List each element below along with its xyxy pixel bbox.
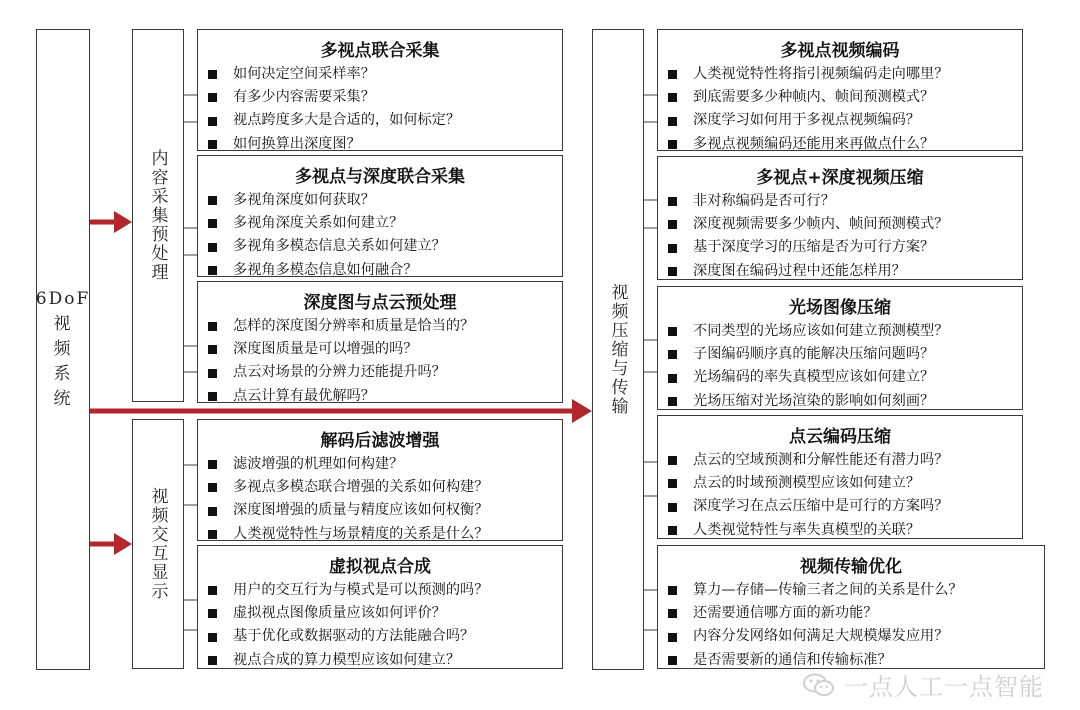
system-label: 6DoF 视 频 系 统 [35,289,91,409]
panel-item-text: 多视角深度如何获取？ [233,192,375,208]
wechat-icon [802,672,836,698]
panel-title: 多视点+深度视频压缩 [756,168,924,188]
panel-item-text: 到底需要多少种帧内、帧间预测模式？ [693,89,935,106]
panel-item-text: 点云对场景的分辨力还能提升吗？ [233,364,446,381]
panel-item-text: 点云的空域预测和分解性能还有潜力吗？ [693,452,949,468]
panel-item-text: 光场压缩对光场渲染的影响如何刻画？ [693,392,935,409]
panel-item-text: 深度学习如何用于多视点视频编码？ [693,112,921,129]
watermark-text: 一点人工一点智能 [844,673,1044,701]
panel-item-text: 深度学习在点云压缩中是可行的方案吗？ [693,498,949,515]
group-label-interaction-text: 视频交互显示 [147,487,168,601]
panel-item-text: 用户的交互行为与模式是可以预测的吗？ [233,582,489,598]
panel-item-text: 怎样的深度图分辨率和质量是恰当的？ [233,318,475,334]
arrow-head [114,211,132,233]
panel-item-text: 算力—存储—传输三者之间的关系是什么？ [693,582,963,598]
panel-item-text: 多视点多模态联合增强的关系如何构建？ [233,479,489,496]
panel-title: 多视点视频编码 [780,41,900,61]
connector-bracket [184,95,197,630]
panel-item-text: 还需要通信哪方面的新功能？ [693,605,878,622]
watermark [802,667,1044,702]
panel-item-text: 多视角多模态信息如何融合？ [233,261,418,278]
panel-title: 解码后滤波增强 [320,431,440,451]
panel-item-text: 人类视觉特性与场景精度的关系是什么？ [233,525,489,542]
panel-item-text: 如何换算出深度图？ [233,135,361,152]
group-label-preprocess-text: 内容采集预处理 [147,149,168,282]
connector-bracket [644,95,657,630]
panel-item-text: 视点合成的算力模型应该如何建立？ [233,651,461,668]
panel-title: 虚拟视点合成 [329,557,431,577]
panel-item-text: 人类视觉特性与率失真模型的关联？ [693,521,921,538]
panel-title: 多视点与深度联合采集 [295,167,465,187]
panel-item-text: 光场编码的率失真模型应该如何建立？ [693,369,935,386]
panel-item-text: 是否需要新的通信和传输标准？ [693,651,892,668]
panel-item-text: 深度图增强的质量与精度应该如何权衡？ [233,502,489,519]
panel-item-text: 基于深度学习的压缩是否为可行方案？ [693,239,935,256]
panel-item-text: 虚拟视点图像质量应该如何评价？ [233,605,446,622]
arrow-head [114,533,132,555]
panel-title: 多视点联合采集 [320,41,440,61]
panel-item-text: 不同类型的光场应该如何建立预测模型？ [693,323,949,339]
panel-item-text: 基于优化或数据驱动的方法能融合吗？ [233,628,475,645]
group-label-compression-text: 视频压缩与传输 [607,283,628,416]
panel-item-text: 多视角深度关系如何建立？ [233,215,404,232]
panel-item-text: 深度视频需要多少帧内、帧间预测模式？ [693,216,949,233]
panel-item-text: 子图编码顺序真的能解决压缩问题吗？ [693,346,935,363]
arrow-head [572,399,592,423]
panel-item-text: 有多少内容需要采集？ [233,89,375,106]
panel-item-text: 多视点视频编码还能用来再做点什么？ [693,135,935,152]
panel-item-text: 多视角多模态信息关系如何建立？ [233,238,446,255]
panel-title: 光场图像压缩 [789,298,891,318]
panel-title: 视频传输优化 [800,557,902,577]
panel-item-text: 视点跨度多大是合适的，如何标定？ [233,112,461,129]
panel-item-text: 人类视觉特性将指引视频编码走向哪里？ [693,66,949,82]
panel-item-text: 滤波增强的机理如何构建？ [233,456,404,472]
panel-item-text: 深度图质量是可以增强的吗？ [233,341,418,358]
panel-title: 点云编码压缩 [789,427,891,447]
panel-item-text: 深度图在编码过程中还能怎样用？ [693,262,906,279]
panel-item-text: 点云计算有最优解吗？ [233,387,375,404]
panel-title: 深度图与点云预处理 [303,293,457,313]
panel-item-text: 内容分发网络如何满足大规模爆发应用？ [693,628,949,645]
panel-item-text: 非对称编码是否可行？ [693,193,835,209]
panel-item-text: 如何决定空间采样率？ [233,66,375,82]
panel-item-text: 点云的时域预测模型应该如何建立？ [693,475,921,492]
